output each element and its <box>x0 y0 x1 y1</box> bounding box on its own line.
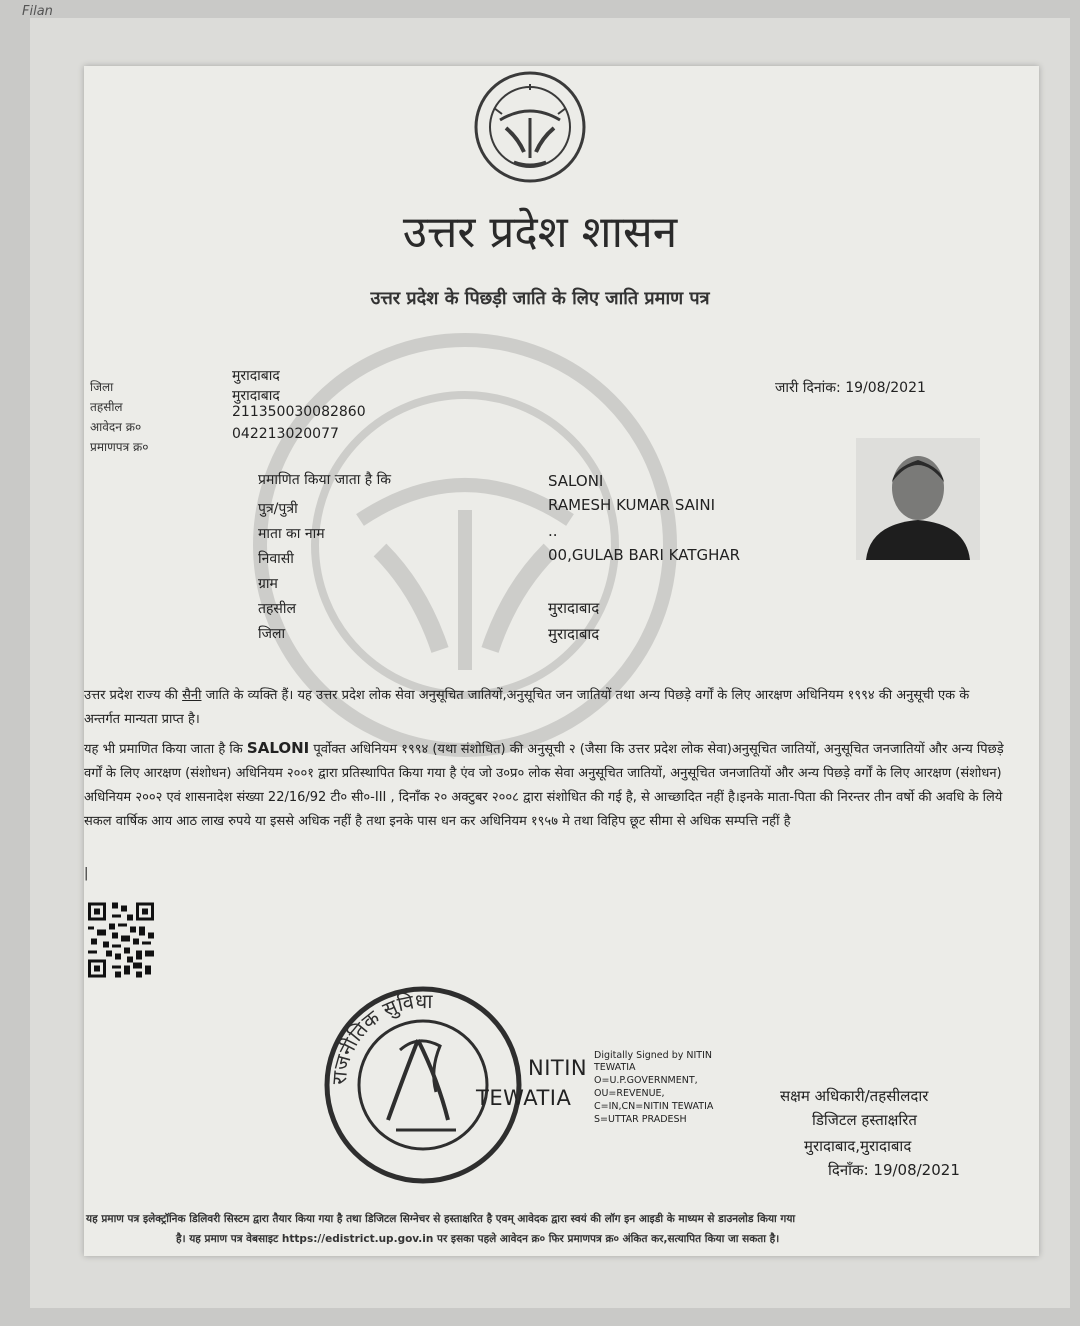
signer-name-first: NITIN <box>528 1056 588 1080</box>
officer-designation: सक्षम अधिकारी/तहसीलदार <box>780 1087 929 1105</box>
tehsil-label: तहसील <box>90 400 123 414</box>
signature-detail-line: TEWATIA <box>594 1062 636 1073</box>
para2-name: SALONI <box>246 739 310 757</box>
digitally-signed-text: डिजिटल हस्ताक्षरित <box>812 1111 917 1129</box>
certificate-number-value: 042213020077 <box>232 426 339 442</box>
parent-name-value: RAMESH KUMAR SAINI <box>548 496 715 514</box>
certify-label: प्रमाणित किया जाता है कि <box>258 472 392 488</box>
page-title: उत्तर प्रदेश शासन <box>402 207 678 258</box>
district-value: मुरादाबाद <box>232 368 280 384</box>
footer-line-1: यह प्रमाण पत्र इलेक्ट्रॉनिक डिलिवरी सिस्टम द्वारा तैयार किया गया है तथा डिजिटल सिग्नेचर से हस्ताक्षरित है एवम् आवेदक द्वारा स्वयं की लॉग इन आइडी के माध्यम से डाउनलोड किया गया <box>86 1213 796 1225</box>
tehsil-value: मुरादाबाद <box>232 388 280 404</box>
para1-end: जाति के व्यक्ति हैं। यह उत्तर प्रदेश लोक सेवा अनुसूचित जातियों,अनुसूचित जन जातियों तथा अन्य पिछड़े वर्गों के लिए आरक्षण अधिनियम १९९४ की अनुसूची एक के अन्तर्गत मान्यता प्राप्त है। <box>84 688 970 727</box>
caste-name: सैनी <box>182 688 202 703</box>
footer-line-2: है। यह प्रमाण पत्र वेबसाइट https://edistrict.up.gov.in पर इसका पहले आवेदन क्र० फिर प्रमाणपत्र क्र० अंकित कर,सत्यापित किया जा सकता है। <box>176 1233 780 1245</box>
trailing-mark: | <box>84 866 89 881</box>
village-label: ग्राम <box>258 576 278 592</box>
officer-date: दिनाँक: 19/08/2021 <box>828 1161 960 1179</box>
signature-detail-line: C=IN,CN=NITIN TEWATIA <box>594 1101 714 1112</box>
signature-detail-line: Digitally Signed by NITIN <box>594 1050 712 1061</box>
para2-start: यह भी प्रमाणित किया जाता है कि <box>84 742 247 757</box>
resident-value: 00,GULAB BARI KATGHAR <box>548 546 741 564</box>
para1-start: उत्तर प्रदेश राज्य की <box>84 688 183 703</box>
signer-name-last: TEWATIA <box>476 1086 572 1110</box>
certificate-number-label: प्रमाणपत्र क्र० <box>90 440 149 454</box>
application-number-label: आवेदन क्र० <box>90 420 142 434</box>
signature-detail-line: OU=REVENUE, <box>594 1088 665 1099</box>
application-number-value: 211350030082860 <box>232 404 366 420</box>
field-district-value: मुरादाबाद <box>548 625 600 643</box>
applicant-photo <box>856 438 980 560</box>
district-label: जिला <box>90 380 114 394</box>
field-tehsil-label: तहसील <box>258 601 296 617</box>
caste-statement-paragraph <box>84 684 1009 732</box>
qr-code <box>88 902 154 978</box>
income-statement-paragraph <box>84 736 1009 834</box>
para2-end: पूर्वोक्त अधिनियम १९९४ (यथा संशोधित) की अनुसूची २ (जैसा कि उत्तर प्रदेश लोक सेवा)अनुसूचित जातियों, अनुसूचित जनजातियों और अन्य पिछड़े वर्गों के लिए आरक्षण (संशोधन) अधिनियम २००१ द्वारा प्रतिस्थापित किया गया है एंव जो उ०प्र० लोक सेवा अनुसूचित जातियों, अनुसूचित जनजातियों और अन्य पिछड़े वर्गों के लिए आरक्षण (संशोधन) अधिनियम २००२ एवं शासनादेश संख्या 22/16/92 टी० सी०-III , दिनाँक २० अक्टुबर २००८ द्वारा संशोधित की गई है, से आच्छादित नहीं है।इनके माता-पिता की निरन्तर तीन वर्षो की अवधि के लिये सकल वार्षिक आय आठ लाख रुपये या इससे अधिक नहीं है तथा इनके पास धन कर अधिनियम १९५७ मे तथा विहिप छूट सीमा से अधिक सम्पत्ति नहीं है <box>84 742 1004 829</box>
seal-text: राजनीतिक सुविधा <box>326 988 433 1086</box>
officer-place: मुरादाबाद,मुरादाबाद <box>804 1137 912 1155</box>
mother-name-label: माता का नाम <box>258 526 325 542</box>
handwritten-corner-note: Filan <box>22 4 53 19</box>
field-district-label: जिला <box>258 626 286 642</box>
resident-label: निवासी <box>258 551 294 567</box>
signature-detail-line: S=UTTAR PRADESH <box>594 1114 687 1125</box>
certificate-subtitle: उत्तर प्रदेश के पिछड़ी जाति के लिए जाति प्रमाण पत्र <box>370 288 710 309</box>
applicant-name-value: SALONI <box>548 472 604 490</box>
tehsil-seal-stamp <box>318 980 528 1190</box>
parent-label: पुत्र/पुत्री <box>258 501 298 517</box>
mother-name-value: .. <box>548 522 558 540</box>
issue-date: जारी दिनांक: 19/08/2021 <box>775 380 926 396</box>
up-government-emblem-icon <box>470 68 590 186</box>
signature-detail-line: O=U.P.GOVERNMENT, <box>594 1075 698 1086</box>
field-tehsil-value: मुरादाबाद <box>548 599 600 617</box>
